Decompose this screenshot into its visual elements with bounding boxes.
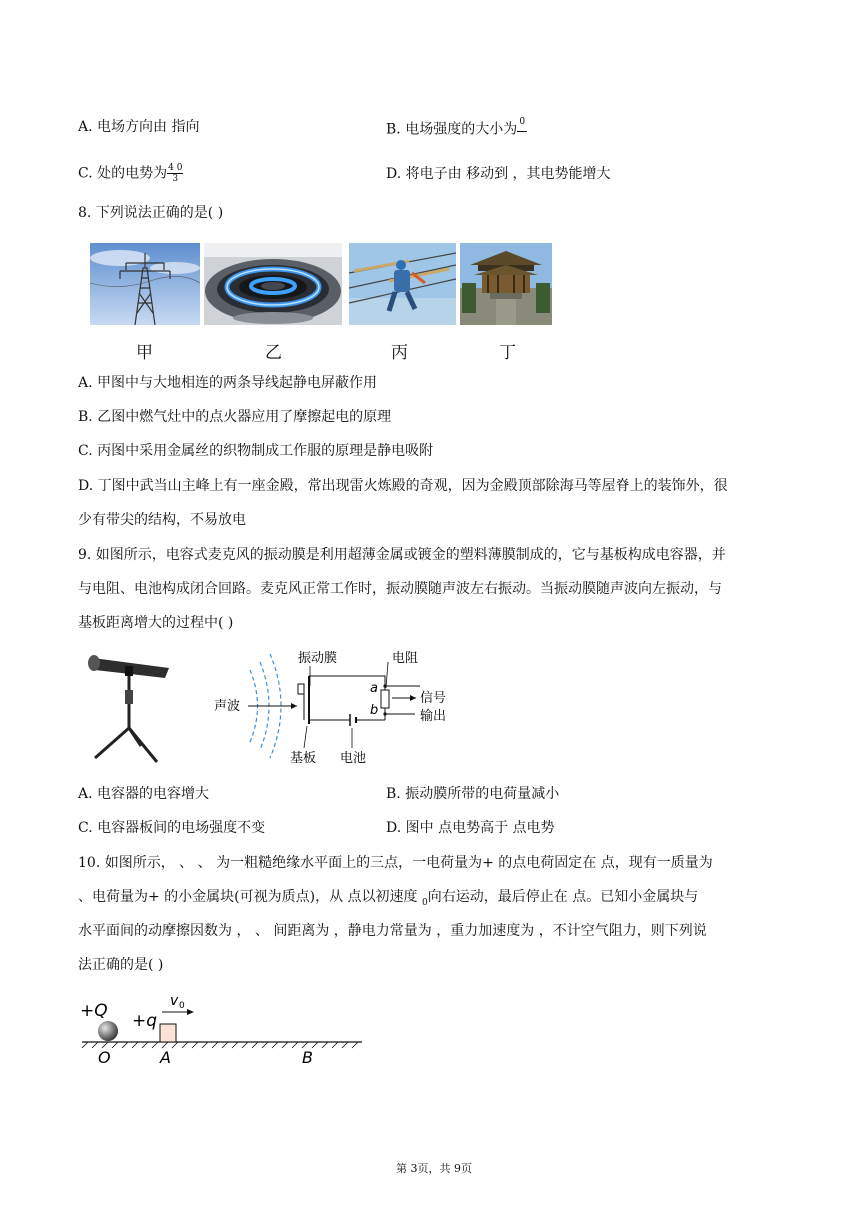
caption-yi: 乙 [265, 343, 282, 363]
q8-stem: 8. 下列说法正确的是( ) [78, 205, 224, 221]
label-plate: 基板 [290, 751, 317, 766]
q8-option-d-line1: D. 丁图中武当山主峰上有一座金殿，常出现雷火炼殿的奇观，因为金殿顶部除海马等屋脊上的装饰外，很 [78, 478, 728, 494]
label-B: B [302, 1048, 313, 1067]
q10-stem-line2-sub: 0 [422, 897, 428, 908]
q8-option-a: A. 甲图中与大地相连的两条导线起静电屏蔽作用 [78, 375, 378, 391]
q7-option-c [78, 163, 183, 184]
q7-option-b-fraction [517, 117, 527, 142]
q10-stem-line2-part1: 、电荷量为+ 的小金属块(可视为质点)，从 点以初速度 [78, 889, 423, 905]
label-battery: 电池 [340, 751, 367, 766]
label-O: O [98, 1048, 111, 1067]
label-A: A [160, 1048, 171, 1067]
q9-option-a: A. 电容器的电容增大 [78, 786, 210, 802]
q8-option-c: C. 丙图中采用金属丝的织物制成工作服的原理是静电吸附 [78, 443, 434, 459]
q10-stem-line2 [78, 887, 698, 913]
q9-stem-line1: 9. 如图所示，电容式麦克风的振动膜是利用超薄金属或镀金的塑料薄膜制成的，它与基板构成电容器，并 [78, 547, 726, 563]
caption-jia: 甲 [136, 343, 153, 363]
q7-c-num: 4 [168, 163, 174, 173]
resistor-icon [381, 690, 389, 708]
label-sound: 声波 [214, 699, 241, 714]
label-a: a [370, 681, 378, 696]
q7-option-c-text: C. 处的电势为 [78, 165, 168, 182]
photo-power-tower [90, 243, 200, 325]
label-v: v [170, 993, 179, 1009]
q8-option-b: B. 乙图中燃气灶中的点火器应用了摩擦起电的原理 [78, 409, 392, 425]
microphone-icon [88, 655, 169, 678]
q10-stem-line4: 法正确的是( ) [78, 957, 164, 973]
q10-motion-diagram [76, 990, 366, 1070]
tripod-icon [95, 676, 157, 762]
q9-option-d: D. 图中 点电势高于 点电势 [386, 820, 555, 836]
q7-c-sub: 0 [176, 163, 183, 173]
q7-option-d: D. 将电子由 移动到 ，其电势能增大 [386, 166, 611, 182]
q9-option-b: B. 振动膜所带的电荷量减小 [386, 786, 560, 802]
page-footer: 第 3页，共 9页 [396, 1162, 472, 1175]
signal-arrow-head [410, 695, 416, 701]
label-Q: +Q [80, 1001, 108, 1021]
ground-hatch [82, 1042, 358, 1048]
q8-option-d-line2: 少有带尖的结构，不易放电 [78, 512, 246, 528]
label-resistor: 电阻 [392, 651, 419, 666]
q9-stem-line2: 与电阻、电池构成闭合回路。麦克风正常工作时，振动膜随声波左右振动。当振动膜随声波向左振动，与 [78, 581, 722, 597]
q10-stem-line1: 10. 如图所示， 、 、 为一粗糙绝缘水平面上的三点，一电荷量为+ 的点电荷固定在 点，现有一质量为 [78, 855, 713, 871]
charge-ball-icon [98, 1021, 118, 1041]
label-output: 输出 [420, 709, 447, 724]
q10-stem-line3: 水平面间的动摩擦因数为 ， 、 间距离为 ，静电力常量为 ，重力加速度为 ，不计空气阻力，则下列说 [78, 923, 707, 939]
q7-c-den: 3 [172, 174, 179, 184]
q9-option-c: C. 电容器板间的电场强度不变 [78, 820, 266, 836]
q7-option-a: A. 电场方向由 指向 [78, 119, 200, 135]
capacitor-microphone-diagram [210, 648, 470, 770]
q7-option-b-text: B. 电场强度的大小为 [386, 121, 518, 138]
q9-stem-line3: 基板距离增大的过程中( ) [78, 615, 234, 631]
microphone-stand-image [85, 650, 175, 765]
label-membrane: 振动膜 [298, 651, 338, 666]
label-signal: 信号 [420, 691, 447, 706]
photo-electrician [349, 243, 456, 325]
label-v-sub: 0 [179, 1001, 185, 1011]
caption-bing: 丙 [391, 343, 408, 363]
membrane-clamp [298, 684, 304, 694]
metal-block-icon [160, 1024, 176, 1042]
q7-option-c-fraction [167, 163, 183, 184]
caption-ding: 丁 [499, 343, 516, 363]
q7-option-b [386, 117, 527, 142]
photo-gas-stove [204, 243, 342, 325]
photo-golden-palace [460, 243, 552, 325]
label-q: +q [132, 1011, 158, 1031]
q7-b-sub: 0 [519, 117, 526, 127]
label-b: b [370, 703, 379, 718]
q10-stem-line2-part2: 向右运动，最后停止在 点。已知小金属块与 [427, 889, 699, 905]
sound-arrow-head [291, 703, 297, 709]
